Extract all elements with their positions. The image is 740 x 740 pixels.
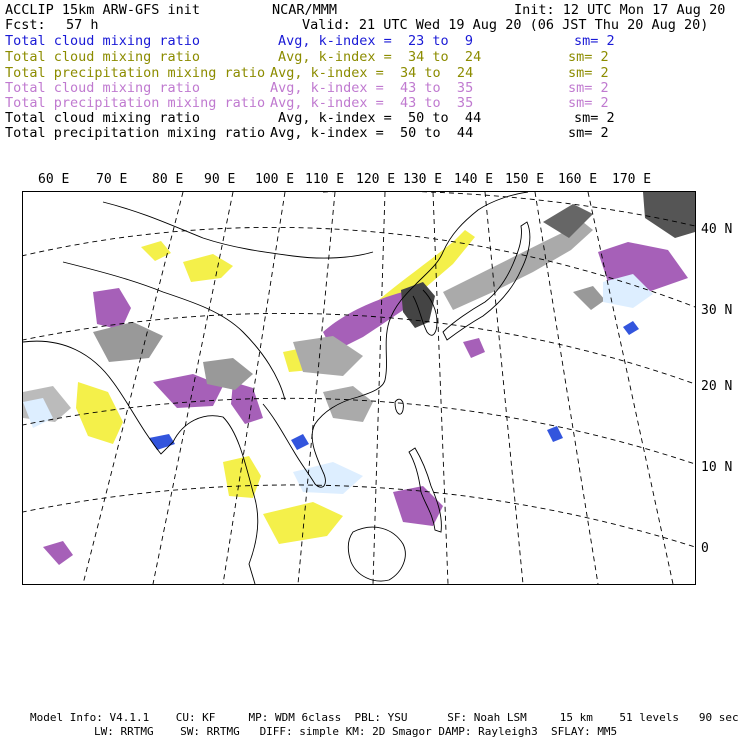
lat-label-10n: 10 N — [701, 460, 733, 475]
gray-cloud-patch — [93, 322, 163, 362]
legend-avg-4: Avg, k-index = 43 to 35 — [270, 80, 474, 96]
lon-label-130e: 130 E — [403, 172, 443, 187]
blue-cloud-patch — [149, 434, 175, 450]
blue-cloud-patch — [547, 426, 563, 442]
legend-avg-6: Avg, k-index = 50 to 44 — [278, 110, 482, 126]
lon-label-60e: 60 E — [38, 172, 70, 187]
legend-field-4: Total cloud mixing ratio — [5, 80, 201, 96]
lat-label-40n: 40 N — [701, 222, 733, 237]
lon-label-80e: 80 E — [152, 172, 184, 187]
taiwan-coastline — [395, 399, 403, 414]
legend-field-3: Total precipitation mixing ratio — [5, 65, 266, 81]
lon-label-160e: 160 E — [558, 172, 598, 187]
lon-label-170e: 170 E — [612, 172, 652, 187]
map-panel — [22, 191, 696, 585]
blue-cloud-patch — [291, 434, 309, 450]
yellow-cloud-patch — [141, 241, 171, 261]
lon-label-90e: 90 E — [204, 172, 236, 187]
lat-label-0: 0 — [701, 541, 709, 556]
gray-cloud-patch — [573, 286, 605, 310]
purple-cloud-patch — [43, 541, 73, 565]
legend-avg-3: Avg, k-index = 34 to 24 — [270, 65, 474, 81]
legend-avg-1: Avg, k-index = 23 to 9 — [278, 33, 474, 49]
legend-avg-2: Avg, k-index = 34 to 24 — [278, 49, 482, 65]
lat-label-30n: 30 N — [701, 303, 733, 318]
borneo-coastline — [348, 527, 405, 581]
lon-label-110e: 110 E — [305, 172, 345, 187]
legend-field-1: Total cloud mixing ratio — [5, 33, 201, 49]
legend-sm-4: sm= 2 — [568, 80, 609, 96]
lon-label-150e: 150 E — [505, 172, 545, 187]
yellow-cloud-patch — [183, 254, 233, 282]
latitude-line-40n — [323, 192, 695, 226]
legend-field-5: Total precipitation mixing ratio — [5, 95, 266, 111]
dark-gray-cloud — [401, 282, 435, 328]
organization-label: NCAR/MMM — [272, 2, 338, 18]
graticule — [23, 192, 695, 584]
lon-label-100e: 100 E — [255, 172, 295, 187]
legend-field-7: Total precipitation mixing ratio — [5, 125, 266, 141]
lon-label-120e: 120 E — [356, 172, 396, 187]
purple-cloud-patch — [93, 288, 131, 330]
forecast-label: Fcst: — [5, 17, 46, 33]
legend-field-2: Total cloud mixing ratio — [5, 49, 201, 65]
model-info-line-1: Model Info: V4.1.1 CU: KF MP: WDM 6class PBL: YSU SF: Noah LSM 15 km 51 levels 90 sec — [30, 711, 739, 724]
dark-gray-cloud — [643, 192, 695, 238]
legend-sm-2: sm= 2 — [568, 49, 609, 65]
init-time: Init: 12 UTC Mon 17 Aug 20 — [514, 2, 726, 18]
yellow-cloud-patch — [76, 382, 123, 444]
legend-sm-3: sm= 2 — [568, 65, 609, 81]
legend-avg-5: Avg, k-index = 43 to 35 — [270, 95, 474, 111]
legend-field-6: Total cloud mixing ratio — [5, 110, 201, 126]
interior-borders — [103, 202, 373, 258]
yellow-cloud-patch — [263, 502, 343, 544]
legend-sm-5: sm= 2 — [568, 95, 609, 111]
gray-cloud-patch — [323, 386, 373, 422]
legend-sm-7: sm= 2 — [568, 125, 609, 141]
longitude-line-140e — [485, 192, 523, 584]
forecast-hours: 57 h — [66, 17, 99, 33]
cloud-shading-layer — [23, 192, 695, 565]
model-info-line-2: LW: RRTMG SW: RRTMG DIFF: simple KM: 2D Smagor DAMP: Rayleigh3 SFLAY: MM5 — [94, 725, 618, 738]
purple-cloud-patch — [463, 338, 485, 358]
lon-label-70e: 70 E — [96, 172, 128, 187]
blue-cloud-patch — [623, 321, 639, 335]
valid-time: Valid: 21 UTC Wed 19 Aug 20 (06 JST Thu 20 Aug 20) — [302, 17, 709, 33]
map-canvas — [23, 192, 695, 584]
purple-cloud-patch — [393, 486, 443, 526]
lat-label-20n: 20 N — [701, 379, 733, 394]
legend-avg-7: Avg, k-index = 50 to 44 — [270, 125, 474, 141]
legend-sm-1: sm= 2 — [574, 33, 615, 49]
lon-label-140e: 140 E — [454, 172, 494, 187]
latitude-line-0 — [23, 485, 695, 547]
plot-title: ACCLIP 15km ARW-GFS init — [5, 2, 201, 18]
legend-sm-6: sm= 2 — [574, 110, 615, 126]
